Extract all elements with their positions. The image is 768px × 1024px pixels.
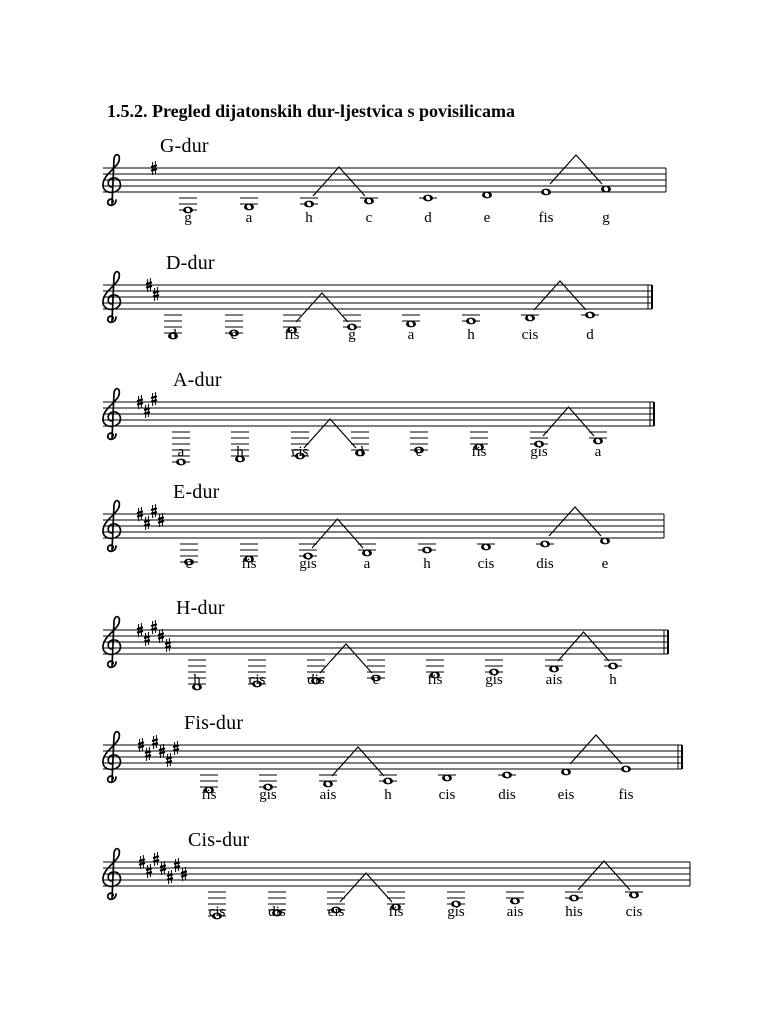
note-name: fis xyxy=(241,556,257,572)
note-name: fis xyxy=(471,444,487,460)
note-name: fis xyxy=(427,672,443,688)
sharp-icon xyxy=(151,620,157,634)
whole-note xyxy=(541,189,551,196)
note-name: e xyxy=(601,556,609,572)
note-name: dis xyxy=(268,904,286,920)
note-name: e xyxy=(372,672,380,688)
note-name: h xyxy=(384,787,392,803)
whole-note xyxy=(304,201,314,208)
note-name: a xyxy=(594,444,602,460)
whole-note xyxy=(629,892,639,899)
note-name: fis xyxy=(201,787,217,803)
staff xyxy=(0,402,768,482)
note-name: cis xyxy=(438,787,456,803)
note-name: h xyxy=(423,556,431,572)
note-name: ais xyxy=(319,787,337,803)
whole-note xyxy=(422,547,432,554)
sharp-icon xyxy=(144,404,150,418)
note-name: a xyxy=(363,556,371,572)
note-name: c xyxy=(365,210,373,226)
note-name: h xyxy=(609,672,617,688)
note-name: h xyxy=(236,444,244,460)
note-name: cis xyxy=(625,904,643,920)
sharp-icon xyxy=(144,516,150,530)
whole-note xyxy=(621,766,631,773)
note-name: cis xyxy=(248,672,266,688)
note-name: d xyxy=(169,327,177,343)
semitone-marker xyxy=(543,407,594,436)
note-name: gis xyxy=(447,904,465,920)
note-name: d xyxy=(424,210,432,226)
note-name: cis xyxy=(521,327,539,343)
scale-name: Cis-dur xyxy=(188,829,250,851)
scale-name: E-dur xyxy=(173,481,220,503)
note-name: fis xyxy=(388,904,404,920)
sharp-icon xyxy=(174,858,180,872)
note-name: a xyxy=(245,210,253,226)
note-name: eis xyxy=(327,904,345,920)
whole-note xyxy=(569,895,579,902)
scale-name: A-dur xyxy=(173,369,222,391)
note-name: fis xyxy=(284,327,300,343)
sharp-icon xyxy=(144,632,150,646)
note-name: e xyxy=(415,444,423,460)
whole-note xyxy=(540,541,550,548)
note-name: fis xyxy=(618,787,634,803)
whole-note xyxy=(482,192,492,199)
note-name: dis xyxy=(536,556,554,572)
staff xyxy=(0,630,768,710)
staff xyxy=(0,862,768,942)
note-name: ais xyxy=(506,904,524,920)
whole-note xyxy=(481,544,491,551)
note-name: a xyxy=(177,444,185,460)
whole-note xyxy=(502,772,512,779)
note-name: cis xyxy=(208,904,226,920)
whole-note xyxy=(364,198,374,205)
sharp-icon xyxy=(153,287,159,301)
whole-note xyxy=(585,312,595,319)
scale-a-dur xyxy=(0,369,768,482)
note-name: g xyxy=(602,210,610,226)
scale-name: D-dur xyxy=(166,252,215,274)
note-name: gis xyxy=(259,787,277,803)
sharp-icon xyxy=(165,638,171,652)
note-name: ais xyxy=(545,672,563,688)
note-name: e xyxy=(185,556,193,572)
scale-d-dur xyxy=(0,252,768,365)
sharp-icon xyxy=(153,852,159,866)
note-name: h xyxy=(193,672,201,688)
scale-e-dur xyxy=(0,481,768,594)
sharp-icon xyxy=(151,392,157,406)
scale-name: Fis-dur xyxy=(184,712,244,734)
note-name: dis xyxy=(498,787,516,803)
note-name: d xyxy=(356,444,364,460)
sharp-icon xyxy=(173,741,179,755)
sharp-icon xyxy=(151,504,157,518)
sharp-icon xyxy=(167,870,173,884)
whole-note xyxy=(466,318,476,325)
sharp-icon xyxy=(152,735,158,749)
scale-name: H-dur xyxy=(176,597,225,619)
semitone-marker xyxy=(340,873,392,902)
note-name: dis xyxy=(307,672,325,688)
note-name: h xyxy=(467,327,475,343)
staff xyxy=(0,745,768,825)
whole-note xyxy=(423,195,433,202)
note-name: g xyxy=(184,210,192,226)
scale-name: G-dur xyxy=(160,135,209,157)
note-name: e xyxy=(230,327,238,343)
page-title: 1.5.2. Pregled dijatonskih dur-ljestvica s povisilicama xyxy=(107,101,516,121)
staff xyxy=(0,514,768,594)
semitone-marker xyxy=(570,735,622,764)
note-name: e xyxy=(483,210,491,226)
whole-note xyxy=(442,775,452,782)
scale-cis-dur xyxy=(0,829,768,942)
note-name: g xyxy=(348,327,356,343)
note-name: cis xyxy=(477,556,495,572)
note-name: gis xyxy=(299,556,317,572)
scale-fis-dur xyxy=(0,712,768,825)
note-name: eis xyxy=(557,787,575,803)
whole-note xyxy=(561,769,571,776)
staff xyxy=(0,285,768,365)
note-name: his xyxy=(565,904,583,920)
note-name: gis xyxy=(530,444,548,460)
scale-h-dur xyxy=(0,597,768,710)
whole-note xyxy=(525,315,535,322)
sharp-icon xyxy=(146,864,152,878)
scale-g-dur xyxy=(0,135,768,248)
whole-note xyxy=(600,538,610,545)
whole-note xyxy=(608,663,618,670)
note-name: h xyxy=(305,210,313,226)
note-name: gis xyxy=(485,672,503,688)
whole-note xyxy=(601,186,611,193)
sharp-icon xyxy=(166,753,172,767)
sharp-icon xyxy=(145,747,151,761)
staff xyxy=(0,168,768,248)
semitone-marker xyxy=(312,519,363,548)
note-name: a xyxy=(407,327,415,343)
note-name: fis xyxy=(538,210,554,226)
note-name: cis xyxy=(291,444,309,460)
whole-note xyxy=(383,778,393,785)
note-name: d xyxy=(586,327,594,343)
